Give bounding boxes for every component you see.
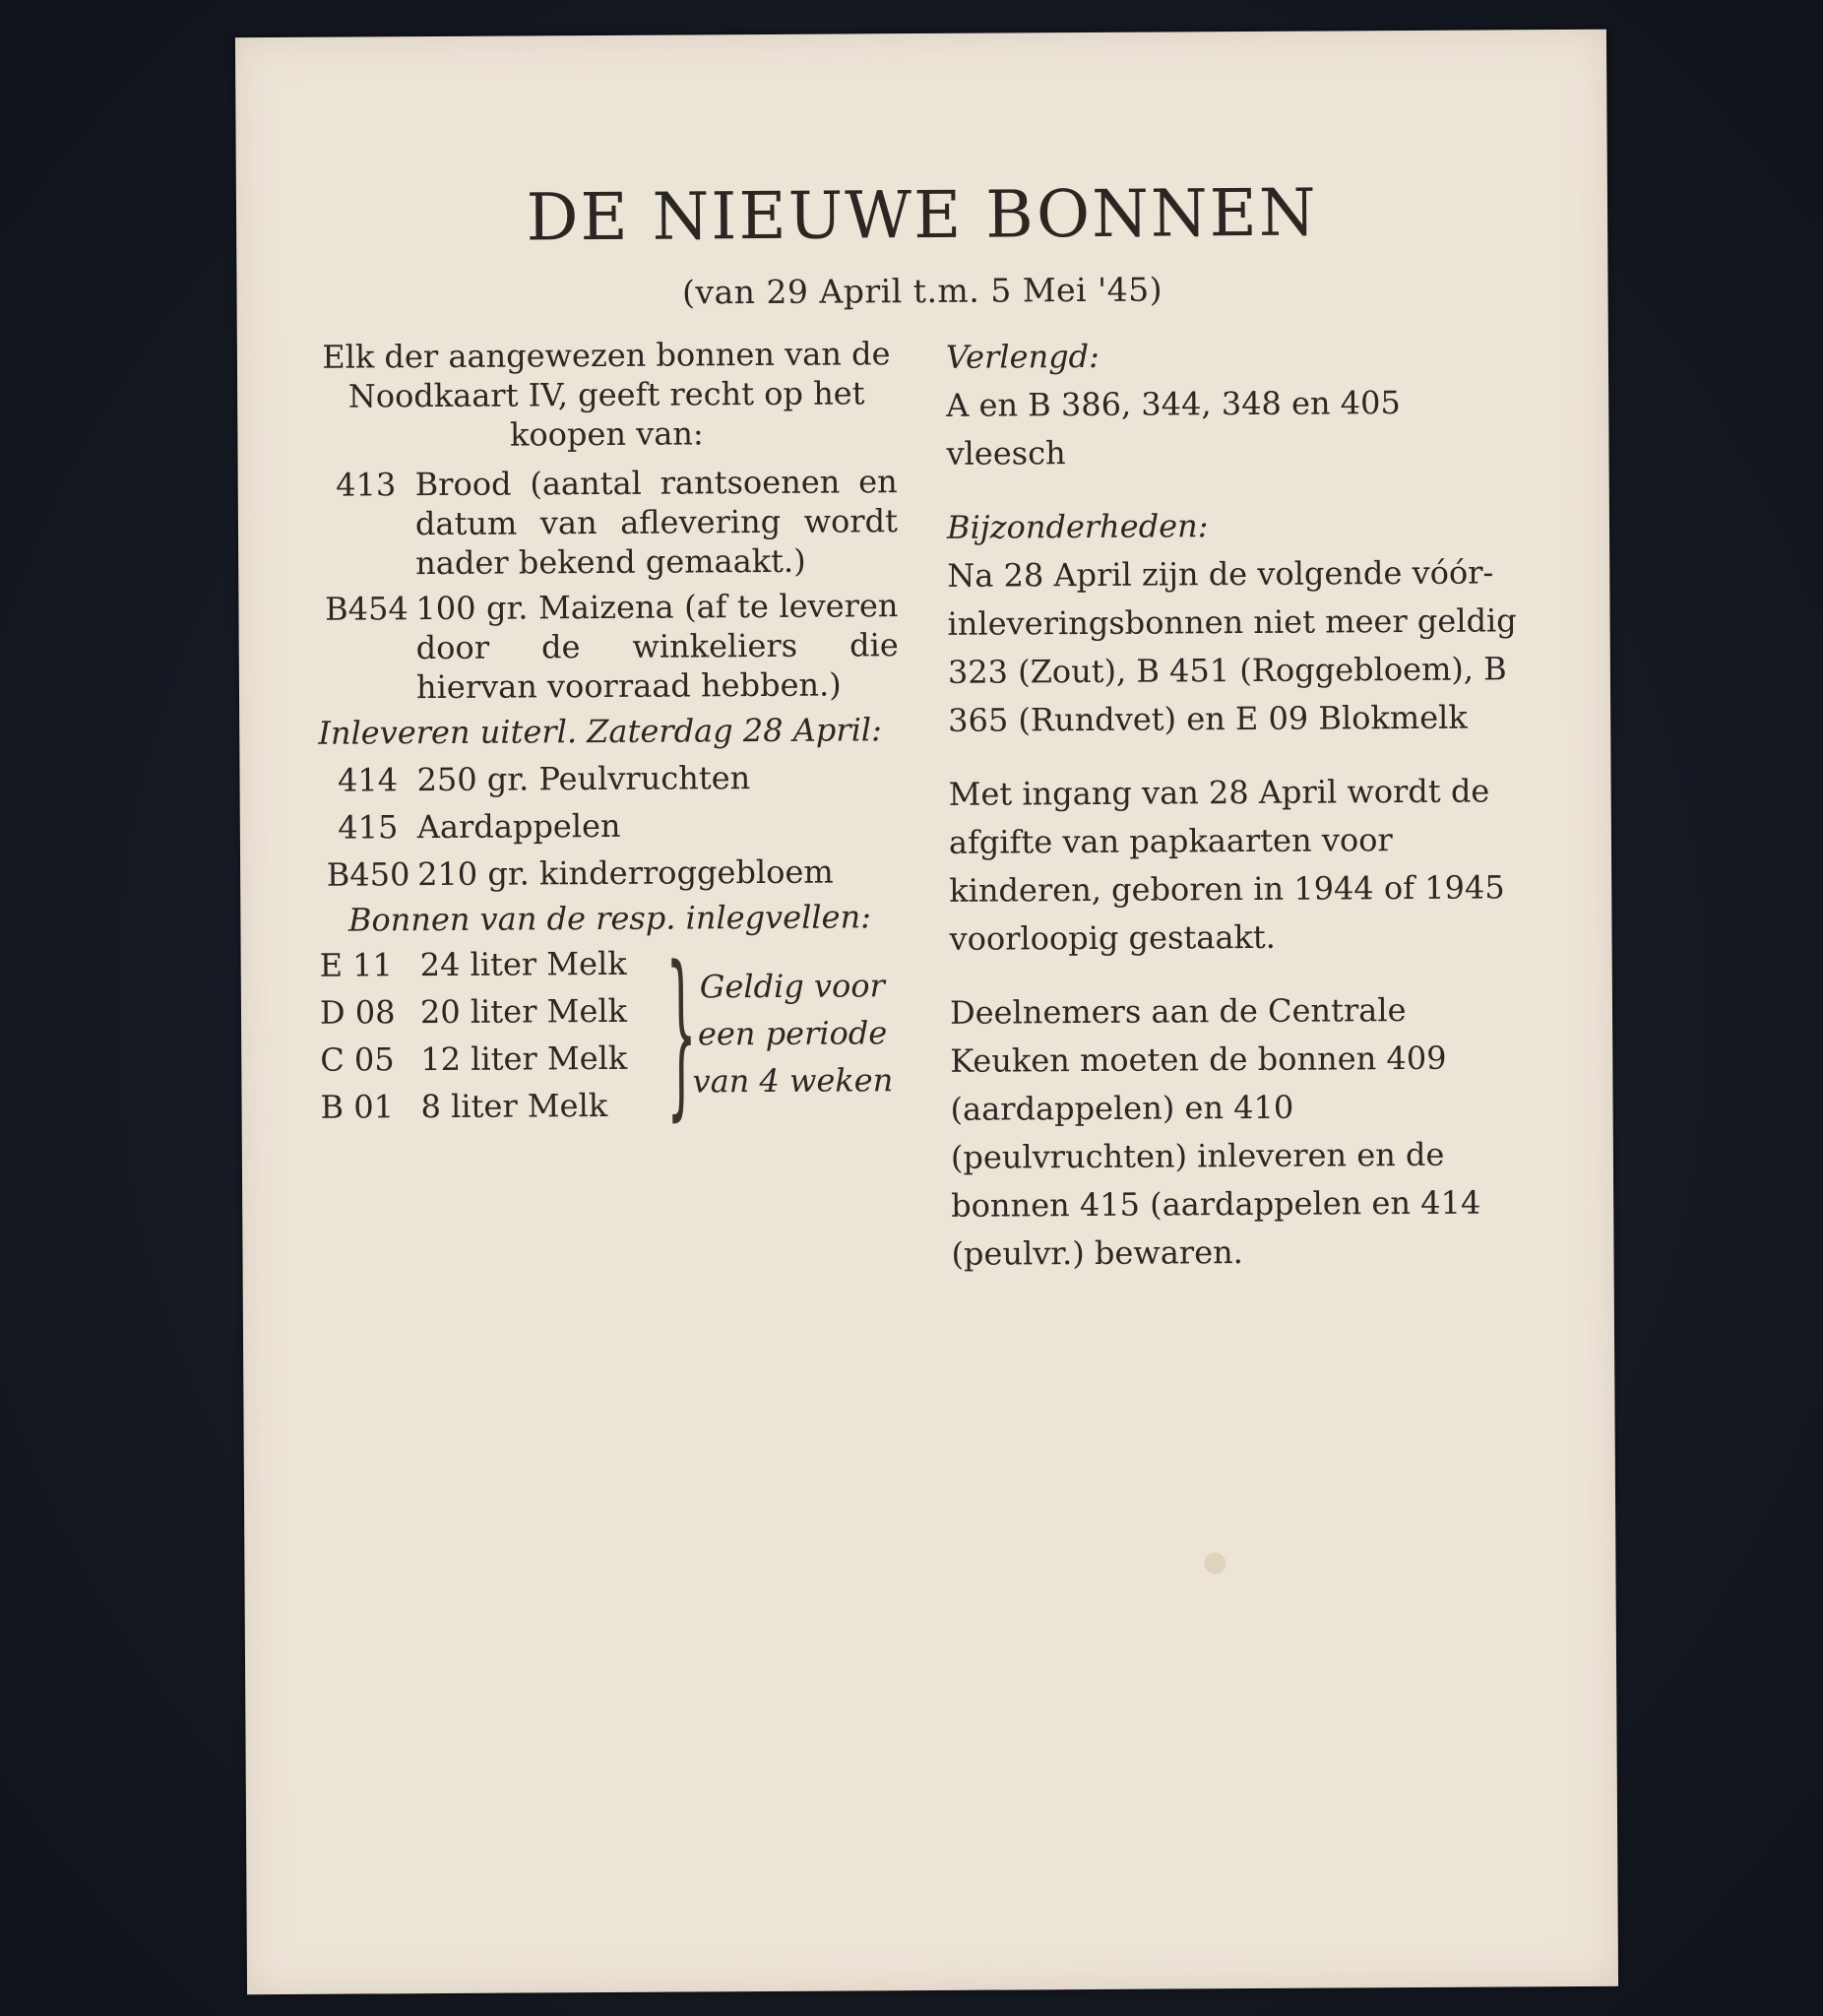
inleveren-item bbox=[318, 753, 899, 804]
milk-code: E 11 bbox=[319, 946, 394, 984]
coupon-code: B450 bbox=[326, 855, 410, 894]
inleveren-item bbox=[319, 800, 900, 851]
paper-stain bbox=[1204, 1552, 1226, 1574]
curly-brace-icon: } bbox=[664, 928, 698, 1138]
milk-note-line: Geldig voor bbox=[699, 967, 885, 1006]
page-subtitle: (van 29 April t.m. 5 Mei '45) bbox=[681, 270, 1163, 312]
paragraph: Deelnemers aan de Centrale Keuken moeten de bonnen 409 (aardappelen) en 410 (peulvruchten) inleveren en de bonnen 415 (aardappelen en 414 (peulvr.) bewaren. bbox=[949, 991, 1481, 1273]
milk-note-line: een periode bbox=[697, 1014, 888, 1053]
milk-list bbox=[320, 940, 660, 1131]
paragraph: Na 28 April zijn de volgende vóór-inleveringsbonnen niet meer geldig 323 (Zout), B 451 (Roggebloem), B 365 (Rundvet) en E 09 Blokmelk bbox=[947, 553, 1517, 739]
milk-code: C 05 bbox=[320, 1040, 395, 1079]
milk-row bbox=[320, 940, 660, 989]
coupon-item bbox=[317, 586, 899, 708]
coupon-text: 100 gr. Maizena (af te leveren door de winkeliers die hiervan voorraad hebben.) bbox=[415, 587, 899, 707]
milk-code: D 08 bbox=[319, 993, 396, 1032]
milk-row bbox=[320, 987, 660, 1037]
coupon-text: Brood (aantal rantsoenen en datum van aflevering wordt nader bekend gemaakt.) bbox=[414, 463, 899, 583]
coupon-code: 414 bbox=[337, 761, 399, 799]
milk-row bbox=[320, 1035, 660, 1084]
inleveren-heading: Inleveren uiterl. Zaterdag 28 April: bbox=[318, 711, 882, 752]
coupon-text: Aardappelen bbox=[416, 806, 621, 847]
ration-card bbox=[235, 30, 1618, 1994]
right-column bbox=[946, 330, 1533, 1304]
milk-validity-note bbox=[689, 962, 897, 1104]
coupon-text: 210 gr. kinderroggebloem bbox=[417, 852, 834, 894]
milk-row bbox=[320, 1082, 660, 1131]
milk-quantity: 20 liter Melk bbox=[419, 991, 628, 1032]
intro-text: Elk der aangewezen bonnen van de Noodkaart IV, geeft recht op het koopen van: bbox=[322, 335, 891, 454]
coupon-code: B454 bbox=[325, 590, 409, 628]
page-title: DE NIEUWE BONNEN bbox=[526, 174, 1318, 256]
bijzonderheden-heading: Bijzonderheden: bbox=[946, 507, 1209, 546]
milk-quantity: 12 liter Melk bbox=[420, 1039, 628, 1079]
verlengd-text: A en B 386, 344, 348 en 405 vleesch bbox=[946, 384, 1401, 472]
milk-quantity: 8 liter Melk bbox=[420, 1086, 608, 1126]
milk-quantity: 24 liter Melk bbox=[419, 944, 627, 984]
coupon-item bbox=[317, 462, 899, 584]
milk-note-line: van 4 weken bbox=[692, 1061, 894, 1101]
inleveren-item bbox=[319, 848, 900, 899]
verlengd-heading: Verlengd: bbox=[945, 337, 1100, 376]
paragraph: Met ingang van 28 April wordt de afgifte van papkaarten voor kinderen, geboren in 1944 of 1945 voorloopig gestaakt. bbox=[948, 772, 1505, 958]
milk-code: B 01 bbox=[320, 1088, 395, 1126]
coupon-code: 413 bbox=[336, 466, 397, 504]
coupon-code: 415 bbox=[338, 808, 399, 847]
inlegvellen-heading: Bonnen van de resp. inlegvellen: bbox=[347, 898, 872, 939]
coupon-text: 250 gr. Peulvruchten bbox=[416, 759, 751, 799]
milk-block bbox=[319, 928, 902, 1138]
left-column bbox=[316, 334, 902, 1138]
